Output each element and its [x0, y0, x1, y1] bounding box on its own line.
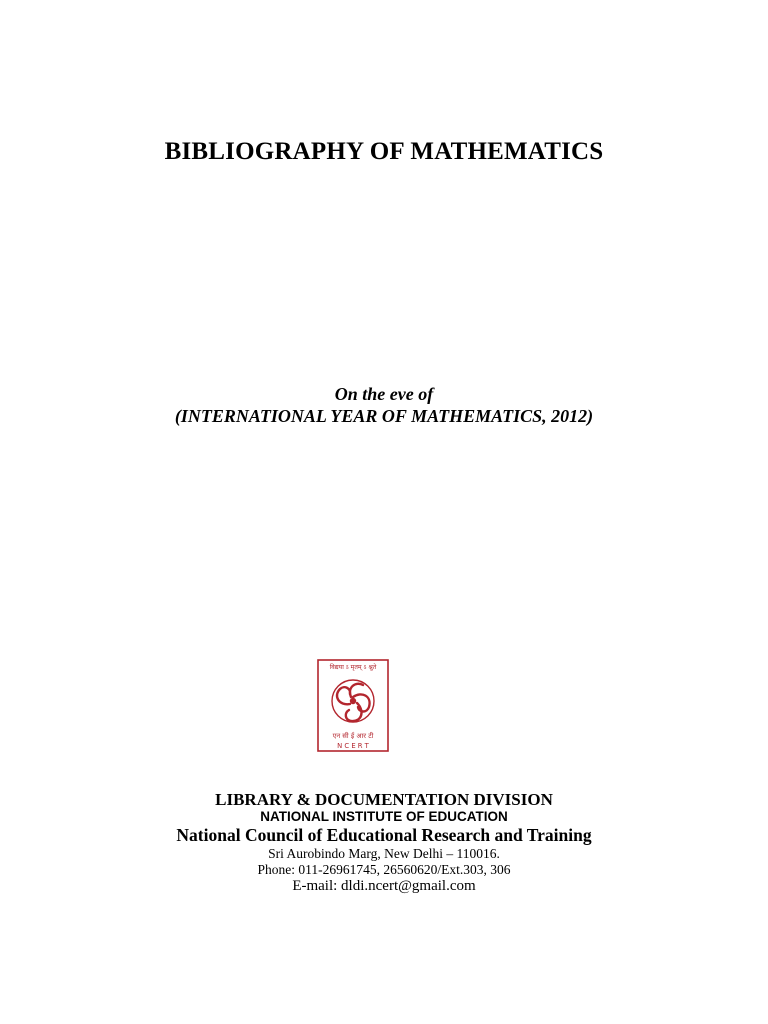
division-name: LIBRARY & DOCUMENTATION DIVISION	[215, 790, 553, 809]
phone-line: Phone: 011-26961745, 26560620/Ext.303, 306	[257, 862, 511, 877]
logo-latin-abbr: N C E R T	[337, 742, 369, 750]
institute-name: NATIONAL INSTITUTE OF EDUCATION	[260, 809, 508, 824]
subtitle-line-2: (INTERNATIONAL YEAR OF MATHEMATICS, 2012)	[174, 406, 594, 426]
ncert-logo-icon	[317, 659, 389, 752]
address-line: Sri Aurobindo Marg, New Delhi – 110016.	[268, 846, 500, 861]
subtitle-line-1: On the eve of	[334, 384, 434, 404]
logo-hindi-abbr: एन सी ई आर टी	[332, 732, 374, 740]
logo-motto: विद्यया ऽ मृतम् ऽ श्नुते	[329, 664, 377, 671]
logo-swirl	[332, 680, 374, 722]
document-title: BIBLIOGRAPHY OF MATHEMATICS	[164, 138, 604, 165]
email-line: E-mail: dldi.ncert@gmail.com	[292, 878, 476, 894]
council-name: National Council of Educational Research and Training	[176, 825, 592, 845]
